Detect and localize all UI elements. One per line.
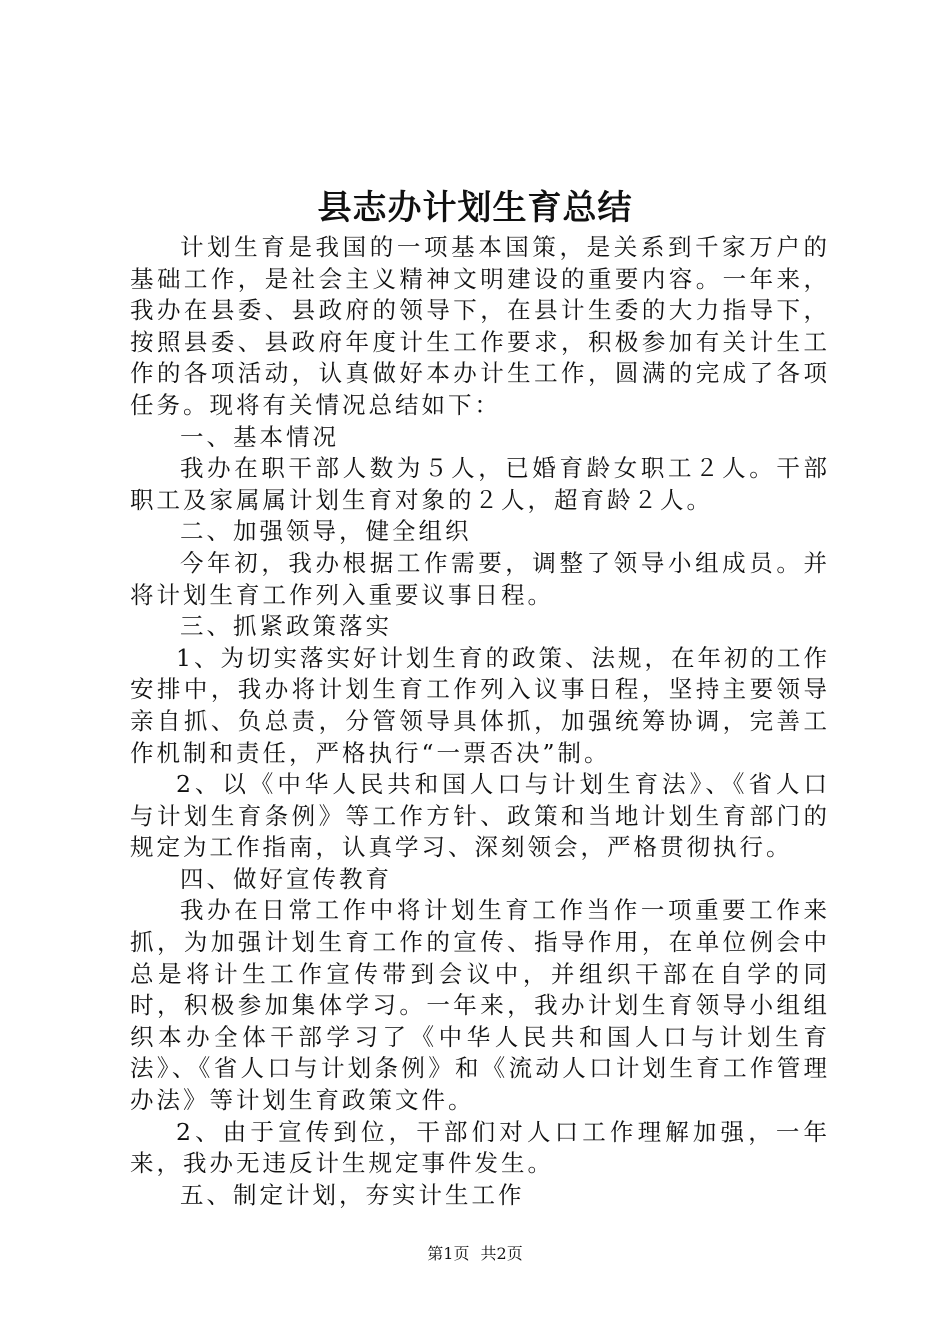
- paragraph-basic-situation: 我办在职干部人数为５人，已婚育龄女职工２人。干部职工及家属属计划生育对象的２人，超育龄２人。: [130, 454, 830, 514]
- paragraph-publicity-2: 2、由于宣传到位，干部们对人口工作理解加强，一年来，我办无违反计生规定事件发生。: [130, 1117, 830, 1178]
- page-number-total: 共2页: [480, 1244, 523, 1263]
- intro-paragraph: 计划生育是我国的一项基本国策，是关系到千家万户的基础工作，是社会主义精神文明建设的重要内容。一年来，我办在县委、县政府的领导下，在县计生委的大力指导下，按照县委、县政府年度计生工作要求，积极参加有关计生工作的各项活动，认真做好本办计生工作，圆满的完成了各项任务。现将有关情况总结如下：: [130, 233, 830, 419]
- page-number-current: 第1页: [427, 1244, 470, 1263]
- page-footer: [0, 1243, 950, 1265]
- section-heading-plan: 五、制定计划，夯实计生工作: [180, 1180, 525, 1209]
- paragraph-policy-2: 2、以《中华人民共和国人口与计划生育法》、《省人口与计划生育条例》等工作方针、政策和当地计划生育部门的规定为工作指南，认真学习、深刻领会，严格贯彻执行。: [130, 770, 830, 862]
- section-heading-policy: 三、抓紧政策落实: [180, 612, 392, 641]
- section-heading-leadership: 二、加强领导，健全组织: [180, 517, 472, 546]
- paragraph-publicity-1: 我办在日常工作中将计划生育工作当作一项重要工作来抓，为加强计划生育工作的宣传、指导作用，在单位例会中总是将计生工作宣传带到会议中，并组织干部在自学的同时，积极参加集体学习。一年来，我办计划生育领导小组组织本办全体干部学习了《中华人民共和国人口与计划生育法》、《省人口与计划条例》和《流动人口计划生育工作管理办法》等计划生育政策文件。: [130, 896, 830, 1115]
- document-body: [130, 232, 830, 1211]
- paragraph-policy-1: 1、为切实落实好计划生育的政策、法规，在年初的工作安排中，我办将计划生育工作列入议事日程，坚持主要领导亲自抓、负总责，分管领导具体抓，加强统筹协调，完善工作机制和责任，严格执行“一票否决”制。: [130, 643, 830, 767]
- paragraph-leadership: 今年初，我办根据工作需要，调整了领导小组成员。并将计划生育工作列入重要议事日程。: [130, 548, 830, 609]
- document-title: 县志办计划生育总结: [317, 188, 633, 228]
- section-heading-basic-situation: 一、基本情况: [180, 422, 339, 451]
- section-heading-publicity: 四、做好宣传教育: [180, 864, 392, 893]
